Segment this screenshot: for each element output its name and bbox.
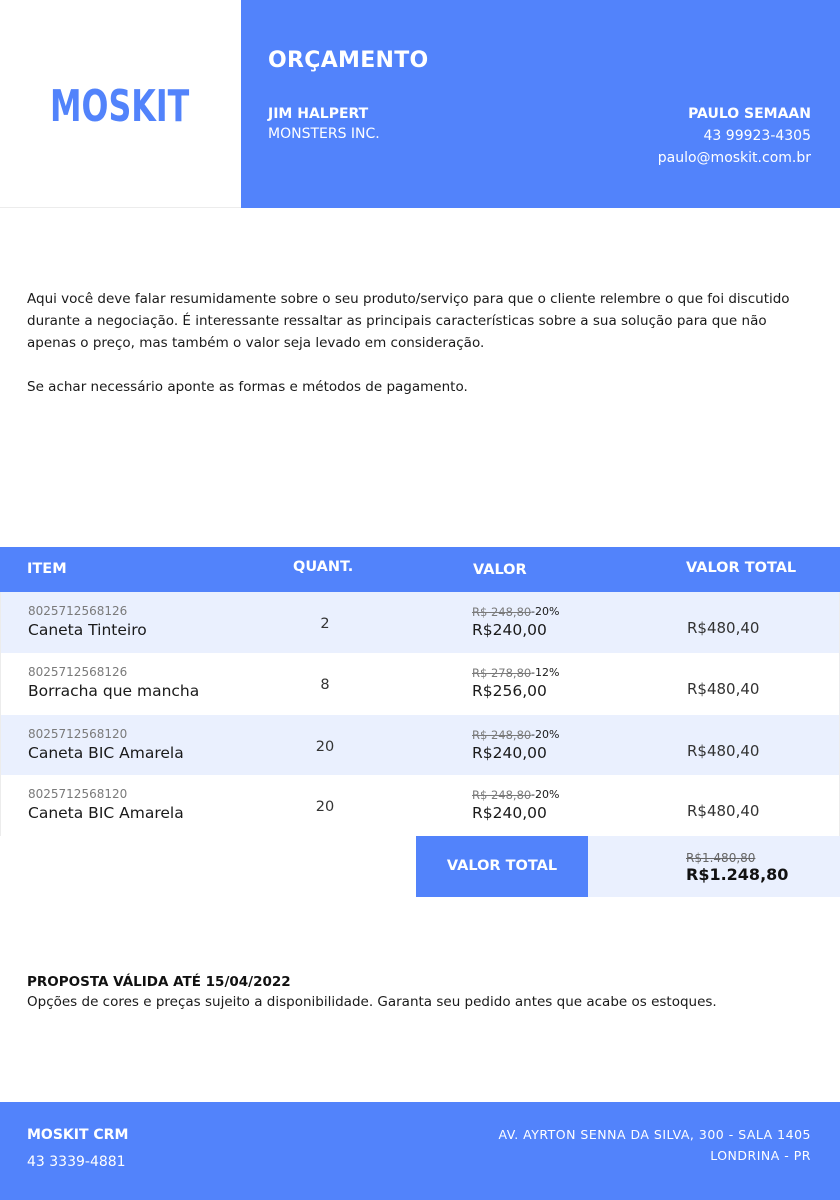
logo-area	[0, 0, 241, 208]
item-old-price: R$ 248,80	[472, 605, 532, 619]
grand-total-value: R$1.248,80	[686, 865, 789, 884]
logo-text: MOSKIT	[50, 81, 190, 132]
item-total: R$480,40	[687, 680, 760, 698]
client-company: MONSTERS INC.	[268, 126, 380, 142]
footer-city: LONDRINA - PR	[710, 1148, 811, 1163]
item-code: 8025712568126	[28, 665, 128, 679]
item-price: R$240,00	[472, 804, 547, 822]
intro-text	[27, 288, 817, 420]
item-qty: 2	[320, 616, 330, 632]
item-qty: 20	[315, 799, 335, 815]
grand-total-label: VALOR TOTAL	[416, 836, 588, 897]
item-total: R$480,40	[687, 619, 760, 637]
item-name: Caneta BIC Amarela	[28, 744, 184, 762]
header-panel	[241, 0, 840, 208]
item-code: 8025712568120	[28, 787, 128, 801]
client-name: JIM HALPERT	[268, 106, 369, 122]
grand-total-box	[588, 836, 840, 897]
footer-address: AV. AYRTON SENNA DA SILVA, 300 - SALA 1405	[498, 1127, 811, 1142]
column-header-value: VALOR	[473, 562, 527, 578]
item-qty: 8	[320, 677, 330, 693]
column-header-item: ITEM	[27, 561, 67, 577]
item-discount: -20%	[531, 605, 560, 618]
item-old-price: R$ 248,80	[472, 728, 532, 742]
intro-paragraph: Aqui você deve falar resumidamente sobre o seu produto/serviço para que o cliente relembre o que foi discutido durante a negociação. É interessante ressaltar as principais características sobre a sua solução para que não apenas o preço, mas também o valor seja levado em consideração.	[27, 291, 790, 351]
item-old-price: R$ 278,80	[472, 666, 532, 680]
table-row	[0, 653, 840, 715]
intro-paragraph: Se achar necessário aponte as formas e métodos de pagamento.	[27, 379, 468, 395]
column-header-total: VALOR TOTAL	[686, 560, 797, 576]
column-header-qty: QUANT.	[293, 559, 354, 575]
item-name: Borracha que mancha	[28, 682, 200, 700]
item-discount: -20%	[531, 728, 560, 741]
item-qty: 20	[315, 739, 335, 755]
item-discount: -12%	[531, 666, 560, 679]
footer-phone: 43 3339-4881	[27, 1154, 126, 1170]
item-price: R$240,00	[472, 621, 547, 639]
footer-company: MOSKIT CRM	[27, 1127, 129, 1143]
table-row	[0, 775, 840, 836]
seller-phone: 43 99923-4305	[703, 128, 811, 144]
moskit-logo	[50, 81, 192, 132]
table-row	[0, 715, 840, 775]
table-header	[0, 547, 840, 592]
item-code: 8025712568126	[28, 604, 128, 618]
item-old-price: R$ 248,80	[472, 788, 532, 802]
item-price: R$240,00	[472, 744, 547, 762]
item-code: 8025712568120	[28, 727, 128, 741]
item-name: Caneta Tinteiro	[28, 621, 147, 639]
item-total: R$480,40	[687, 742, 760, 760]
validity-title: PROPOSTA VÁLIDA ATÉ 15/04/2022	[27, 974, 291, 990]
item-name: Caneta BIC Amarela	[28, 804, 184, 822]
item-total: R$480,40	[687, 802, 760, 820]
seller-email[interactable]: paulo@moskit.com.br	[657, 150, 811, 166]
validity-text: Opções de cores e preças sujeito a disponibilidade. Garanta seu pedido antes que acabe os estoques.	[27, 994, 717, 1010]
item-discount: -20%	[531, 788, 560, 801]
grand-total-old: R$1.480,80	[686, 851, 756, 865]
seller-name: PAULO SEMAAN	[688, 106, 811, 122]
page-title: ORÇAMENTO	[268, 48, 429, 73]
footer	[0, 1102, 840, 1200]
item-price: R$256,00	[472, 682, 547, 700]
header	[0, 0, 840, 208]
table-row	[0, 592, 840, 653]
